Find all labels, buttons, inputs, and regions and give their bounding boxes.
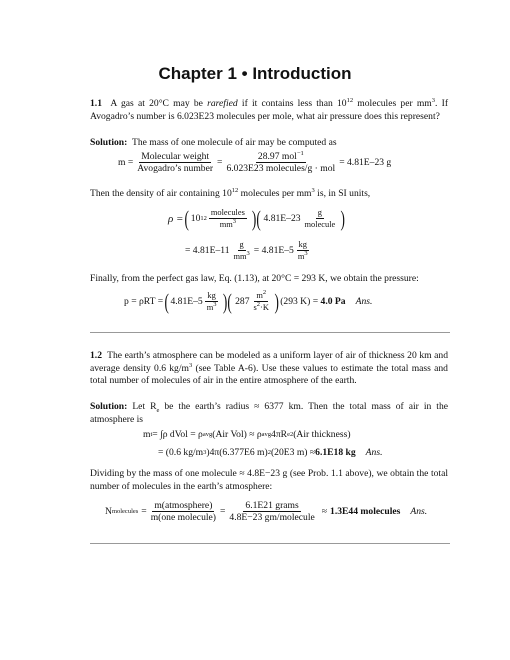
divider xyxy=(90,332,450,333)
problem-number: 1.2 xyxy=(90,350,102,361)
fraction: $\frac{g}{\text{molecule}}$ xyxy=(304,208,336,229)
equation-pressure: p = ρRT = ( 4.81E–5 $\frac{kg}{m^3}$ )( 287 $\frac{m^2}{s^2\cdot K}$ ) (293 K) = 4.0 Pa Ans. xyxy=(124,288,373,314)
equation-molecule-count: N molecules = $\frac{\text{m(atmosphere)}}{\text{m(one molecule)}}$ = $\frac{\text{6.1E21 grams}}{\text{4.8E−23 gm/molecule}}$ ≈ 1.3E44 molecules Ans. xyxy=(105,500,428,523)
problem-1-2-statement: 1.2 The earth’s atmosphere can be modeled as a uniform layer of air of thickness 20 km and average density 0.6 $kg/m^3$ (see Table A-6). Use these values to estimate the total mass and total number of molecules of air in the entire atmosphere of the earth. xyxy=(90,350,448,386)
fraction: $\frac{\text{6.1E21 grams}}{\text{4.8E−23 gm/molecule}}$ xyxy=(229,500,315,523)
fraction: $\frac{m^2}{s^2\cdot K}$ xyxy=(253,289,269,312)
equation-total-mass: m t = ∫ρ dVol = ρ avg (Air Vol) ≈ ρ avg 4πR e 2 (Air thickness) xyxy=(143,429,351,440)
ans-label: Ans. xyxy=(355,296,373,307)
fraction: $\frac{g}{mm^3}$ xyxy=(233,240,250,261)
ans-label: Ans. xyxy=(365,447,383,458)
fraction: $\frac{\text{m(atmosphere)}}{\text{m(one molecule)}}$ xyxy=(150,500,216,523)
problem-number: 1.1 xyxy=(90,98,102,109)
fraction: $\frac{kg}{m^3}$ xyxy=(206,291,217,312)
answer-value: 1.3E44 molecules xyxy=(330,506,401,517)
fraction: $\frac{\text{molecules}}{mm^3}$ xyxy=(210,208,245,229)
equation-density-result: = 4.81E–11 $\frac{g}{mm^3}$ = 4.81E–5 $\frac{kg}{m^3}$ xyxy=(185,240,308,261)
fraction: $\frac{kg}{m^3}$ xyxy=(297,240,308,261)
solution-label: Solution: xyxy=(90,137,128,148)
equation-density: ρ = ( 10 12 $\frac{\text{molecules}}{mm^3}$ )( 4.81E–23 $\frac{g}{\text{molecule}}$ ) xyxy=(168,205,346,231)
equation-total-mass-result: = (0.6 kg/m 3 )4π(6.377E6 m) 2 (20E3 m) ≈ 6.1E18 kg Ans. xyxy=(158,447,383,458)
problem-1-1-statement: 1.1 A gas at 20°C may be rarefied if it contains less than $10^{12}$ molecules per $mm^3$. If Avogadro’s number is 6.023E23 molecules per mole, what air pressure does this represent? xyxy=(90,96,449,122)
answer-value: 4.0 Pa xyxy=(320,296,346,307)
solution-label: Solution: xyxy=(90,401,128,412)
division-intro: Dividing by the mass of one molecule ≈ 4.8E−23 g (see Prob. 1.1 above), we obtain the total number of molecules in the earth’s atmosphere: xyxy=(90,468,448,492)
gas-law-intro: Finally, from the perfect gas law, Eq. (1.13), at 20°C = 293 K, we obtain the pressure: xyxy=(90,273,419,284)
divider xyxy=(90,543,450,544)
answer-value: 6.1E18 kg xyxy=(315,447,356,458)
fraction: $\frac{\text{Molecular weight}}{\text{Avogadro’s number}}$ xyxy=(137,151,214,174)
solution-intro: Solution: The mass of one molecule of air may be computed as xyxy=(90,137,337,148)
equation-molecule-mass: m = $\frac{\text{Molecular weight}}{\text{Avogadro’s number}}$ = $\frac{28.97 mol^{-1}}{\text{6.023E23 molecules/g · mol}}$ = 4.81E–23 g xyxy=(118,149,392,174)
page-title: Chapter 1 • Introduction xyxy=(158,64,352,83)
ans-label: Ans. xyxy=(410,506,428,517)
solution-intro: Solution: Let $R_e$ be the earth’s radius ≈ 6377 km. Then the total mass of air in the atmosphere is xyxy=(90,401,448,425)
fraction: $\frac{28.97 mol^{-1}}{\text{6.023E23 molecules/g · mol}}$ xyxy=(226,149,336,174)
density-intro: Then the density of air containing $10^{12}$ molecules per $mm^3$ is, in SI units, xyxy=(90,186,371,199)
